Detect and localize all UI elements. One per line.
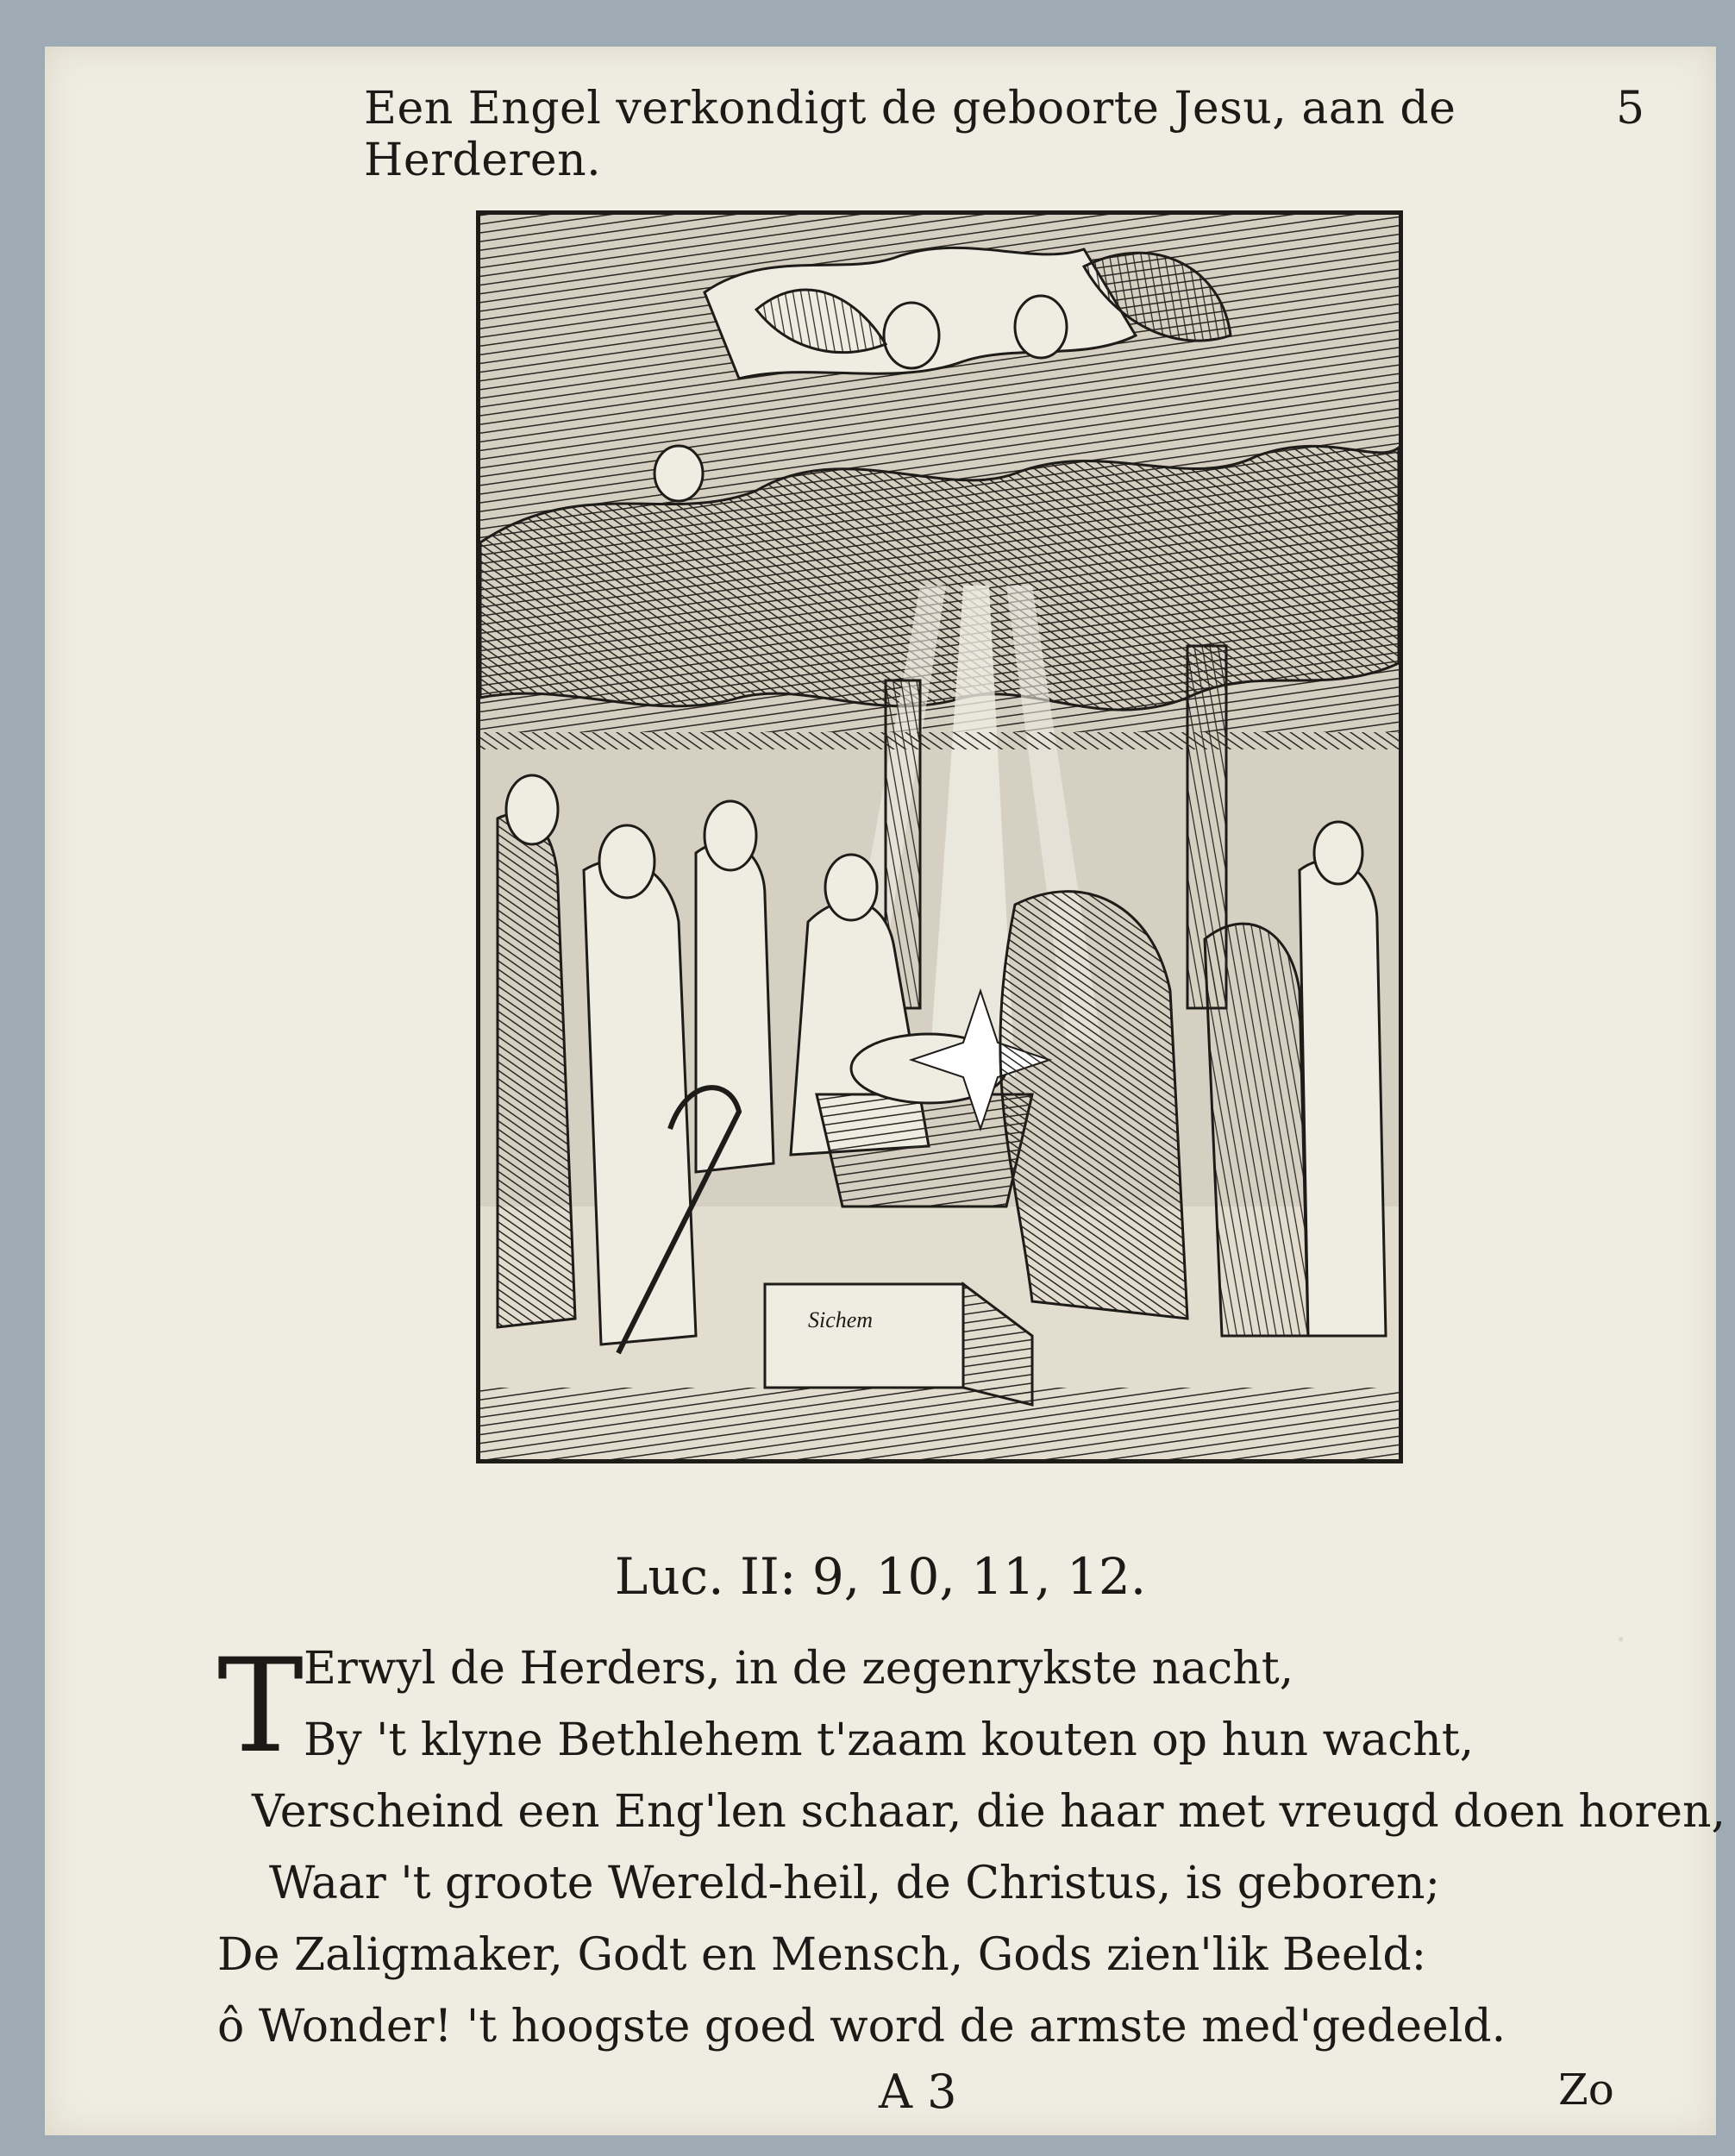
- scripture-reference: Luc. II: 9, 10, 11, 12.: [614, 1547, 1147, 1606]
- poem-line: Waar 't groote Wereld-heil, de Christus, is geboren;: [269, 1858, 1440, 1909]
- poem-line: Erwyl de Herders, in de zegenrykste nacht,: [304, 1643, 1294, 1695]
- poem-line: De Zaligmaker, Godt en Mensch, Gods zien'lik Beeld:: [217, 1929, 1427, 1981]
- signature-mark: A 3: [879, 2065, 957, 2119]
- page-number: 5: [1616, 83, 1645, 135]
- poem: [217, 1632, 1726, 2063]
- show-through-text: ·: [1614, 1617, 1628, 1661]
- catchword: Zo: [1558, 2065, 1614, 2115]
- artist-signature: Sichem: [808, 1307, 874, 1332]
- running-title: Een Engel verkondigt de geboorte Jesu, aan de Herderen.: [364, 83, 1456, 186]
- page: [45, 47, 1726, 2135]
- poem-line: Verscheind een Eng'len schaar, die haar met vreugd doen horen,: [252, 1786, 1726, 1838]
- poem-line: By 't klyne Bethlehem t'zaam kouten op hun wacht,: [304, 1714, 1475, 1766]
- woodcut-illustration: [476, 210, 1403, 1463]
- woodcut-nativity-scene-icon: [480, 215, 1399, 1459]
- poem-line: ô Wonder! 't hoogste goed word de armste med'gedeeld.: [217, 2001, 1506, 2053]
- drop-cap: T: [217, 1632, 304, 1782]
